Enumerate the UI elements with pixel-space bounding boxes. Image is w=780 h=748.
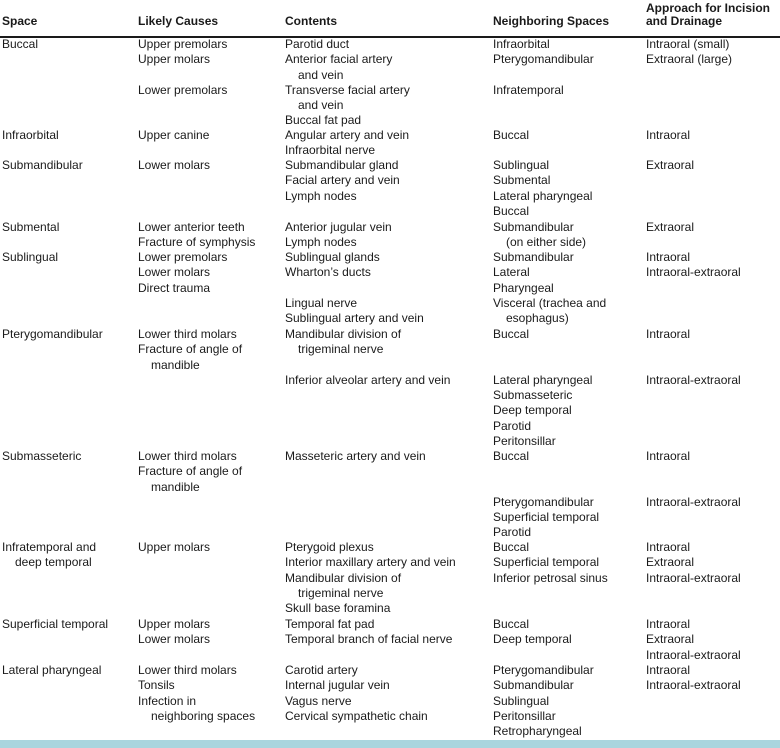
cell-line: (on either side) (506, 235, 587, 250)
cell-line: Temporal branch of facial nerve (285, 632, 453, 647)
space-cell (2, 220, 59, 235)
cell-line: Intraoral (646, 617, 691, 631)
neighbors-cell (493, 617, 572, 648)
cell-line: Superficial temporal (2, 617, 109, 631)
cell-line (493, 464, 599, 479)
cell-line: Submental (2, 220, 60, 234)
space-cell (2, 327, 103, 342)
cell-line: Intraoral (646, 663, 691, 677)
neighbors-cell (493, 327, 592, 449)
space-cell (2, 449, 81, 464)
cell-line: Lower molars (138, 158, 211, 172)
cell-line: Lower anterior teeth (138, 220, 245, 234)
cell-line: Sublingual (493, 693, 550, 708)
contents-cell (285, 220, 392, 251)
cell-line: Submandibular (493, 678, 574, 693)
cell-line: Submental (493, 173, 551, 188)
cell-line: Buccal (493, 617, 530, 631)
cell-line: Upper canine (138, 128, 210, 142)
approach-cell (646, 663, 741, 694)
cell-line: Masseteric artery and vein (285, 449, 426, 463)
approach-cell (646, 250, 741, 281)
cell-line (646, 342, 741, 357)
cell-line: Transverse facial artery (285, 82, 410, 97)
cell-line: Pterygomandibular (493, 494, 594, 509)
cell-line: Internal jugular vein (285, 678, 390, 693)
causes-cell (138, 220, 255, 251)
cell-line: Inferior alveolar artery and vein (285, 372, 451, 387)
cell-line: Buccal (493, 540, 530, 554)
cell-line: Sublingual glands (285, 250, 380, 264)
cell-line: Parotid (493, 525, 532, 540)
cell-line: mandible (151, 479, 200, 494)
cell-line: Vagus nerve (285, 693, 352, 708)
cell-line: Infratemporal (493, 82, 564, 97)
neighbors-cell (493, 158, 592, 219)
bottom-bar (0, 740, 780, 748)
causes-cell (138, 37, 227, 98)
cell-line (493, 68, 594, 83)
cell-line: trigeminal nerve (298, 585, 384, 600)
cell-line: Skull base foramina (285, 601, 391, 615)
approach-cell (646, 540, 741, 586)
cell-line (285, 281, 424, 296)
neighbors-cell (493, 37, 594, 98)
causes-cell (138, 617, 210, 648)
space-cell (2, 37, 38, 52)
cell-line: Buccal (493, 449, 530, 463)
cell-line: Infraorbital (2, 128, 59, 142)
cell-line: Mandibular division of (285, 327, 402, 341)
space-cell (2, 250, 58, 265)
causes-cell (138, 540, 210, 555)
cell-line: Infection in (138, 693, 197, 708)
neighbors-cell (493, 128, 529, 143)
neighbors-cell (493, 540, 608, 586)
cell-line: deep temporal (15, 555, 92, 570)
space-cell (2, 128, 59, 143)
cell-line: Submandibular gland (285, 158, 399, 172)
approach-cell (646, 617, 741, 663)
cell-line: Interior maxillary artery and vein (285, 555, 456, 570)
cell-line: esophagus) (506, 311, 569, 325)
cell-line: Submasseteric (493, 388, 573, 402)
space-cell (2, 617, 108, 632)
approach-cell (646, 449, 741, 510)
cell-line: Superficial temporal (493, 510, 600, 524)
cell-line: Intraoral-extraoral (646, 494, 741, 509)
cell-line: Tonsils (138, 678, 175, 693)
cell-line: Infratemporal and (2, 540, 97, 554)
cell-line: Lower molars (138, 265, 211, 280)
cell-line: Pterygomandibular (2, 327, 103, 341)
cell-line: Extraoral (646, 555, 695, 570)
contents-cell (285, 128, 409, 159)
contents-cell (285, 540, 456, 616)
approach-cell (646, 220, 694, 235)
cell-line: Lateral pharyngeal (493, 372, 593, 387)
cell-line: Anterior jugular vein (285, 220, 392, 234)
space-cell (2, 540, 96, 571)
neighbors-cell (493, 663, 594, 739)
cell-line: Buccal (493, 327, 530, 341)
cell-line: Pharyngeal (493, 280, 554, 295)
cell-line: Facial artery and vein (285, 173, 400, 188)
cell-line: Retropharyngeal (493, 724, 582, 738)
cell-line: Deep temporal (493, 632, 572, 647)
cell-line: Lymph nodes (285, 188, 357, 203)
contents-cell (285, 37, 410, 129)
cell-line: Intraoral-extraoral (646, 678, 741, 693)
cell-line (493, 480, 599, 495)
cell-line: Intraoral-extraoral (646, 265, 741, 280)
cell-line: Cervical sympathetic chain (285, 708, 428, 723)
causes-cell (138, 327, 242, 373)
cell-line: Temporal fat pad (285, 617, 375, 631)
cell-line: Submandibular (493, 250, 574, 264)
cell-line: Inferior petrosal sinus (493, 570, 608, 585)
cell-line: Intraoral (646, 128, 691, 142)
space-cell (2, 158, 83, 173)
cell-line: Sublingual (493, 158, 550, 172)
neighbors-cell (493, 220, 586, 251)
cell-line: Peritonsillar (493, 433, 556, 448)
cell-line: Intraoral (small) (646, 37, 730, 51)
causes-cell (138, 128, 209, 143)
cell-line: Lower third molars (138, 663, 237, 677)
cell-line: Intraoral-extraoral (646, 570, 741, 585)
contents-cell (285, 158, 400, 204)
cell-line: Upper molars (138, 540, 211, 554)
cell-line: Lower premolars (138, 250, 228, 264)
cell-line: Fracture of symphysis (138, 235, 256, 250)
cell-line: Buccal (493, 128, 530, 142)
cell-line: Intraoral-extraoral (646, 372, 741, 387)
approach-cell (646, 37, 732, 68)
contents-cell (285, 663, 428, 724)
cell-line: Lateral pharyngeal (493, 188, 593, 203)
cell-line: neighboring spaces (151, 708, 256, 723)
cell-line: Intraoral (646, 327, 691, 341)
header-space: Space (2, 14, 38, 28)
cell-line: mandible (151, 357, 200, 372)
cell-line: Buccal (2, 37, 39, 51)
cell-line: Extraoral (646, 220, 695, 234)
cell-line: Peritonsillar (493, 708, 556, 723)
cell-line (138, 68, 227, 83)
cell-line: Lower third molars (138, 327, 237, 341)
cell-line: Lower molars (138, 632, 211, 647)
cell-line (493, 342, 592, 357)
cell-line: Extraoral (large) (646, 52, 733, 67)
cell-line: Extraoral (646, 632, 695, 647)
cell-line: Upper molars (138, 52, 211, 67)
cell-line: Submasseteric (2, 449, 82, 463)
cell-line: and vein (298, 67, 344, 82)
cell-line: Pterygomandibular (493, 52, 594, 67)
cell-line: Angular artery and vein (285, 128, 410, 142)
causes-cell (138, 158, 210, 173)
cell-line: Infraorbital nerve (285, 143, 376, 158)
cell-line: Intraoral (646, 250, 691, 264)
cell-line: Fracture of angle of (138, 342, 243, 357)
header-contents: Contents (285, 14, 337, 28)
cell-line: Lymph nodes (285, 235, 357, 250)
cell-line: trigeminal nerve (298, 342, 384, 357)
cell-line (646, 464, 741, 479)
cell-line (646, 358, 741, 373)
contents-cell (285, 449, 426, 464)
cell-line: Sublingual (2, 250, 59, 264)
cell-line: Deep temporal (493, 403, 572, 418)
cell-line: and vein (298, 98, 344, 112)
cell-line: Upper molars (138, 617, 211, 631)
causes-cell (138, 449, 242, 495)
cell-line: Pterygomandibular (493, 663, 594, 677)
header-neighbors: Neighboring Spaces (493, 14, 610, 28)
cell-line: Anterior facial artery (285, 52, 393, 67)
header-causes: Likely Causes (138, 14, 219, 28)
cell-line: Lateral (493, 265, 530, 280)
cell-line: Lower premolars (138, 82, 228, 97)
contents-cell (285, 327, 450, 388)
contents-cell (285, 250, 424, 326)
approach-cell (646, 327, 741, 388)
cell-line: Visceral (trachea and (493, 295, 607, 310)
cell-line: Buccal (493, 203, 530, 218)
cell-line: Direct trauma (138, 280, 211, 295)
cell-line: Buccal fat pad (285, 113, 362, 128)
cell-line: Mandibular division of (285, 570, 402, 585)
causes-cell (138, 250, 227, 296)
neighbors-cell (493, 250, 606, 326)
header-approach: Approach for Incision and Drainage (646, 1, 771, 28)
neighbors-cell (493, 449, 599, 541)
cell-line: Infraorbital (493, 37, 550, 51)
approach-cell (646, 158, 694, 173)
cell-line: Intraoral (646, 449, 691, 463)
approach-cell (646, 128, 690, 143)
cell-line (493, 358, 592, 373)
cell-line: Wharton’s ducts (285, 265, 371, 280)
cell-line: Submandibular (493, 220, 574, 234)
cell-line: Parotid (493, 418, 532, 433)
cell-line: Submandibular (2, 158, 83, 172)
cell-line: Lingual nerve (285, 295, 358, 310)
space-cell (2, 663, 101, 678)
cell-line: Intraoral-extraoral (646, 647, 741, 662)
cell-line (646, 480, 741, 495)
cell-line: Carotid artery (285, 663, 358, 677)
cell-line: Fracture of angle of (138, 464, 243, 479)
cell-line (285, 358, 450, 373)
cell-line: Pterygoid plexus (285, 540, 374, 554)
cell-line: Sublingual artery and vein (285, 311, 424, 325)
cell-line: Parotid duct (285, 37, 350, 51)
cell-line: Lower third molars (138, 449, 237, 463)
cell-line: Intraoral (646, 540, 691, 554)
contents-cell (285, 617, 452, 648)
cell-line: Lateral pharyngeal (2, 663, 102, 677)
cell-line: Superficial temporal (493, 555, 600, 570)
cell-line: Extraoral (646, 158, 695, 172)
causes-cell (138, 663, 255, 724)
cell-line: Upper premolars (138, 37, 228, 51)
